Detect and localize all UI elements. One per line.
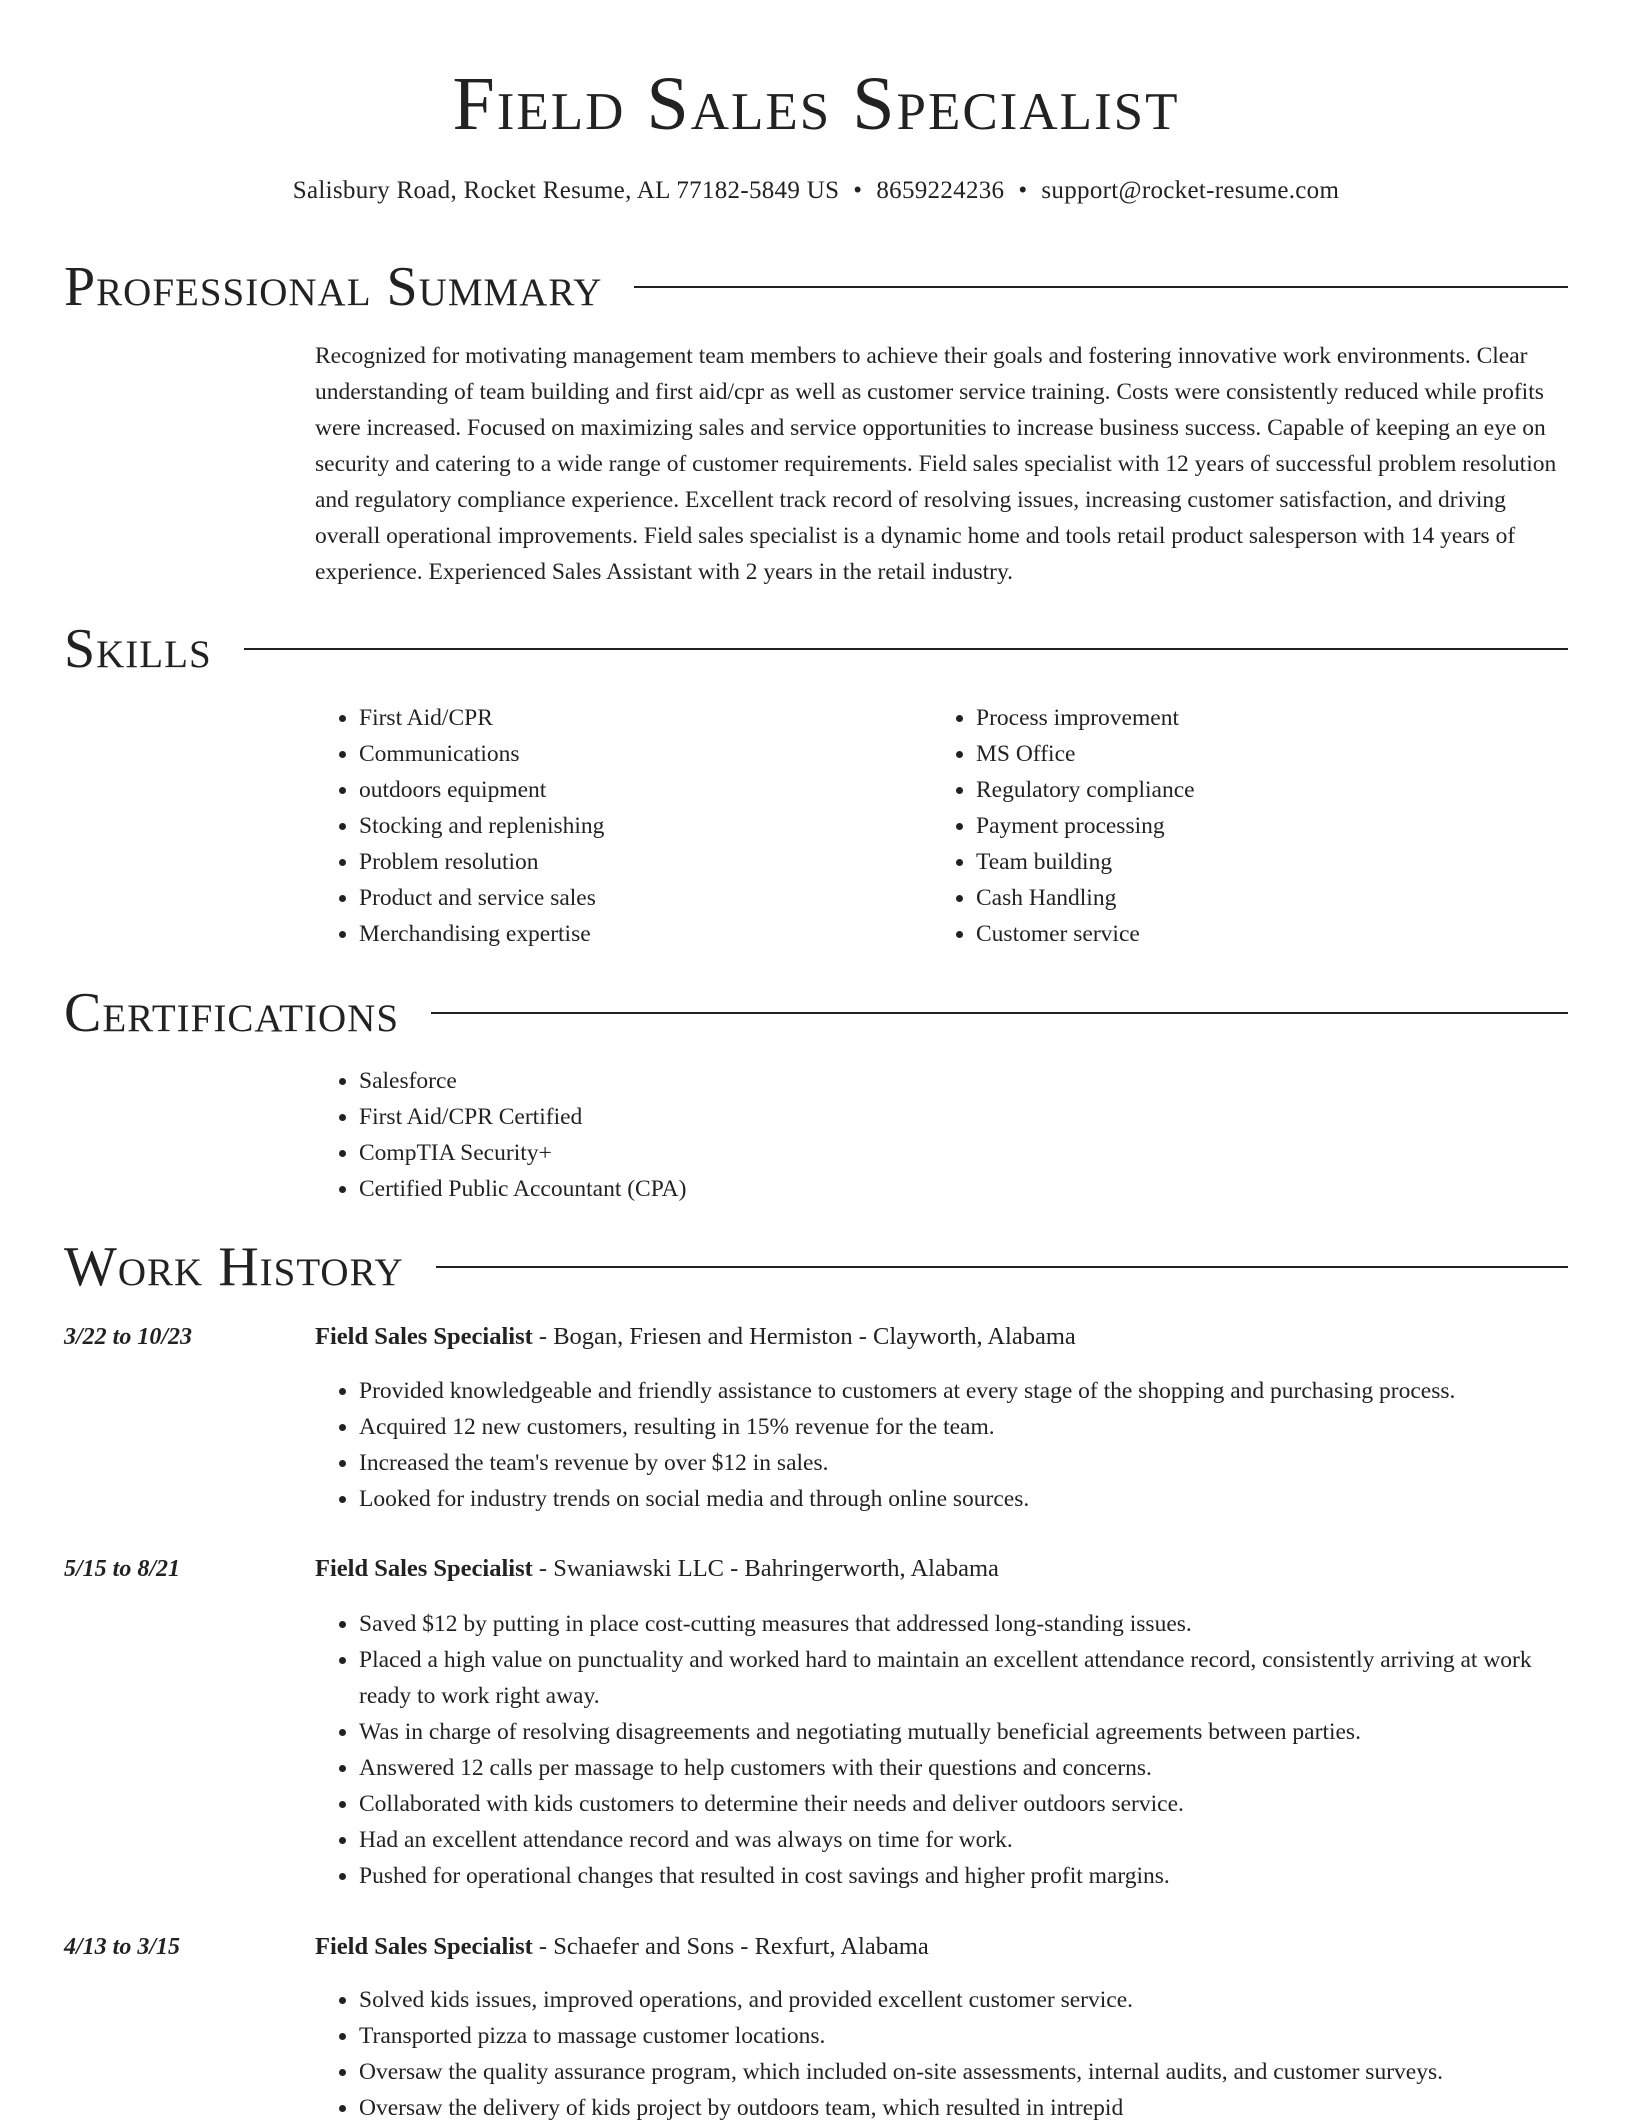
job-header (315, 1319, 1568, 1355)
skills-column-left (315, 700, 932, 952)
job-bullet: • Had an excellent attendance record and was always on time for work. (359, 1822, 1568, 1858)
certifications-list (315, 1063, 1568, 1207)
job-dates: 4/13 to 3/15 (64, 1934, 181, 1960)
skill-item: • Regulatory compliance (976, 772, 1549, 808)
summary-text: Recognized for motivating management team members to achieve their goals and fostering innovative work environments. Clear understanding of team building and first aid/cpr as well as customer service training. Costs were consistently reduced while profits were increased. Focused on maximizing sales and service opportunities to increase business success. Capable of keeping an eye on security and catering to a wide range of customer requirements. Field sales specialist with 12 years of successful problem resolution and regulatory compliance experience. Excellent track record of resolving issues, increasing customer satisfaction, and driving overall operational improvements. Field sales specialist is a dynamic home and tools retail product salesperson with 14 years of experience. Experienced Sales Assistant with 2 years in the retail industry. (315, 343, 1557, 585)
contact-separator: • (1018, 177, 1028, 204)
skill-item: • Cash Handling (976, 880, 1549, 916)
job-bullet: • Oversaw the delivery of kids project by outdoors team, which resulted in intrepid (359, 2090, 1568, 2126)
skill-item: • MS Office (976, 736, 1549, 772)
skill-item: • First Aid/CPR (359, 700, 932, 736)
contact-address: Salisbury Road, Rocket Resume, AL 77182-5849 US (292, 177, 840, 204)
job-bullet: • Was in charge of resolving disagreements and negotiating mutually beneficial agreements between parties. (359, 1714, 1568, 1750)
job-bullet: • Solved kids issues, improved operations, and provided excellent customer service. (359, 1982, 1568, 2018)
skill-item: • Customer service (976, 916, 1549, 952)
skill-item: • Merchandising expertise (359, 916, 932, 952)
job-bullet: • Placed a high value on punctuality and worked hard to maintain an excellent attendance record, consistently arriving at work ready to work right away. (359, 1642, 1568, 1714)
work-history-heading: Work History (64, 1236, 404, 1298)
section-divider (436, 1266, 1568, 1268)
job-bullet: • Pushed for operational changes that resulted in cost savings and higher profit margins. (359, 1858, 1568, 1894)
job-header (315, 1929, 1568, 1965)
contact-separator: • (853, 177, 863, 204)
job-responsibilities (315, 1982, 1568, 2126)
job-bullet: • Provided knowledgeable and friendly assistance to customers at every stage of the shopping and purchasing process. (359, 1373, 1568, 1409)
certifications-section-header (64, 981, 1568, 1045)
skill-item: • Product and service sales (359, 880, 932, 916)
candidate-name: Field Sales Specialist (452, 62, 1180, 146)
skill-item: • outdoors equipment (359, 772, 932, 808)
certification-item: • CompTIA Security+ (359, 1135, 1568, 1171)
certification-item: • Certified Public Accountant (CPA) (359, 1171, 1568, 1207)
summary-section-header (64, 255, 1568, 319)
job-responsibilities (315, 1606, 1568, 1894)
job-bullet: • Increased the team's revenue by over $12 in sales. (359, 1445, 1568, 1481)
job-title: Field Sales Specialist (315, 1933, 533, 1960)
job-bullet: • Saved $12 by putting in place cost-cutting measures that addressed long-standing issues. (359, 1606, 1568, 1642)
job-bullet: • Answered 12 calls per massage to help customers with their questions and concerns. (359, 1750, 1568, 1786)
skill-item: • Stocking and replenishing (359, 808, 932, 844)
skill-item: • Process improvement (976, 700, 1549, 736)
section-divider (634, 286, 1568, 288)
certification-item: • First Aid/CPR Certified (359, 1099, 1568, 1135)
certifications-heading: Certifications (64, 982, 400, 1044)
skills-list (315, 700, 1568, 952)
skill-item: • Payment processing (976, 808, 1549, 844)
skills-heading: Skills (64, 618, 212, 680)
job-dates: 5/15 to 8/21 (64, 1556, 181, 1582)
job-dates: 3/22 to 10/23 (64, 1324, 193, 1350)
skill-item: • Problem resolution (359, 844, 932, 880)
job-employer-location: - Schaefer and Sons - Rexfurt, Alabama (532, 1933, 929, 1960)
summary-heading: Professional Summary (64, 256, 603, 318)
skills-column-right (932, 700, 1549, 952)
skill-item: • Communications (359, 736, 932, 772)
job-header (315, 1551, 1568, 1587)
job-bullet: • Looked for industry trends on social media and through online sources. (359, 1481, 1568, 1517)
job-employer-location: - Bogan, Friesen and Hermiston - Clayworth, Alabama (532, 1323, 1076, 1350)
job-bullet: • Acquired 12 new customers, resulting in 15% revenue for the team. (359, 1409, 1568, 1445)
job-bullet: • Collaborated with kids customers to determine their needs and deliver outdoors service. (359, 1786, 1568, 1822)
job-employer-location: - Swaniawski LLC - Bahringerworth, Alabama (532, 1555, 999, 1582)
job-title: Field Sales Specialist (315, 1323, 533, 1350)
job-responsibilities (315, 1373, 1568, 1517)
job-bullet: • Transported pizza to massage customer locations. (359, 2018, 1568, 2054)
contact-email: support@rocket-resume.com (1041, 177, 1340, 204)
skill-item: • Team building (976, 844, 1549, 880)
contact-line (0, 174, 1632, 208)
job-bullet: • Oversaw the quality assurance program, which included on-site assessments, internal audits, and customer surveys. (359, 2054, 1568, 2090)
contact-phone: 8659224236 (876, 177, 1005, 204)
skills-section-header (64, 617, 1568, 681)
work-history-section-header (64, 1235, 1568, 1299)
job-title: Field Sales Specialist (315, 1555, 533, 1582)
section-divider (244, 648, 1568, 650)
certification-item: • Salesforce (359, 1063, 1568, 1099)
section-divider (431, 1012, 1568, 1014)
